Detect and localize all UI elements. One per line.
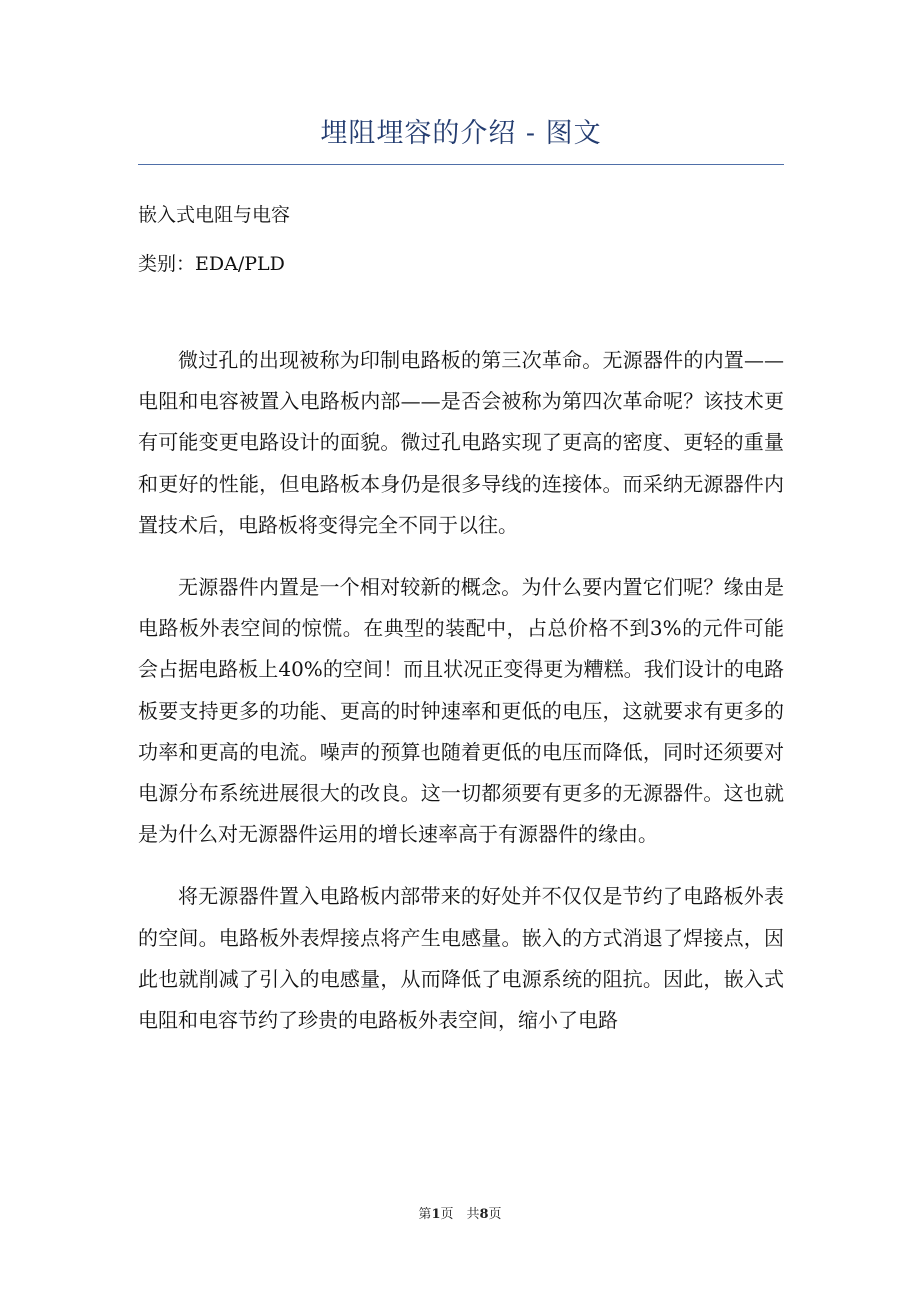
footer-current-page: 1 <box>431 1207 441 1222</box>
document-subtitle: 嵌入式电阻与电容 <box>138 204 291 226</box>
paragraph: 无源器件内置是一个相对较新的概念。为什么要内置它们呢？缘由是电路板外表空间的惊慌。在典型的装配中，占总价格不到3%的元件可能会占据电路板上40%的空间！而且状况正变得更为糟糕。我们设计的电路板要支持更多的功能、更高的时钟速率和更低的电压，这就要求有更多的功率和更高的电流。噪声的预算也随着更低的电压而降低，同时还须要对电源分布系统进展很大的改良。这一切都须要有更多的无源器件。这也就是为什么对无源器件运用的增长速率高于有源器件的缘由。 <box>138 575 784 847</box>
document-title: 埋阻埋容的介绍 - 图文 <box>320 118 602 149</box>
page-footer <box>0 1206 920 1224</box>
title-underline <box>138 164 784 165</box>
paragraph: 将无源器件置入电路板内部带来的好处并不仅仅是节约了电路板外表的空间。电路板外表焊接点将产生电感量。嵌入的方式消退了焊接点，因此也就削减了引入的电感量，从而降低了电源系统的阻抗。因此，嵌入式电阻和电容节约了珍贵的电路板外表空间，缩小了电路 <box>138 884 784 1033</box>
category-line: 类别：EDA/PLD <box>138 253 285 275</box>
footer-page-mid: 页 共 <box>440 1207 480 1222</box>
footer-page-suffix: 页 <box>488 1207 502 1222</box>
paragraph: 微过孔的出现被称为印制电路板的第三次革命。无源器件的内置——电阻和电容被置入电路板内部——是否会被称为第四次革命呢？该技术更有可能变更电路设计的面貌。微过孔电路实现了更高的密度、更轻的重量和更好的性能，但电路板本身仍是很多导线的连接体。而采纳无源器件内置技术后，电路板将变得完全不同于以往。 <box>138 348 784 537</box>
footer-total-pages: 8 <box>479 1207 489 1222</box>
body-text <box>138 340 784 1062</box>
footer-page-prefix: 第 <box>418 1207 432 1222</box>
